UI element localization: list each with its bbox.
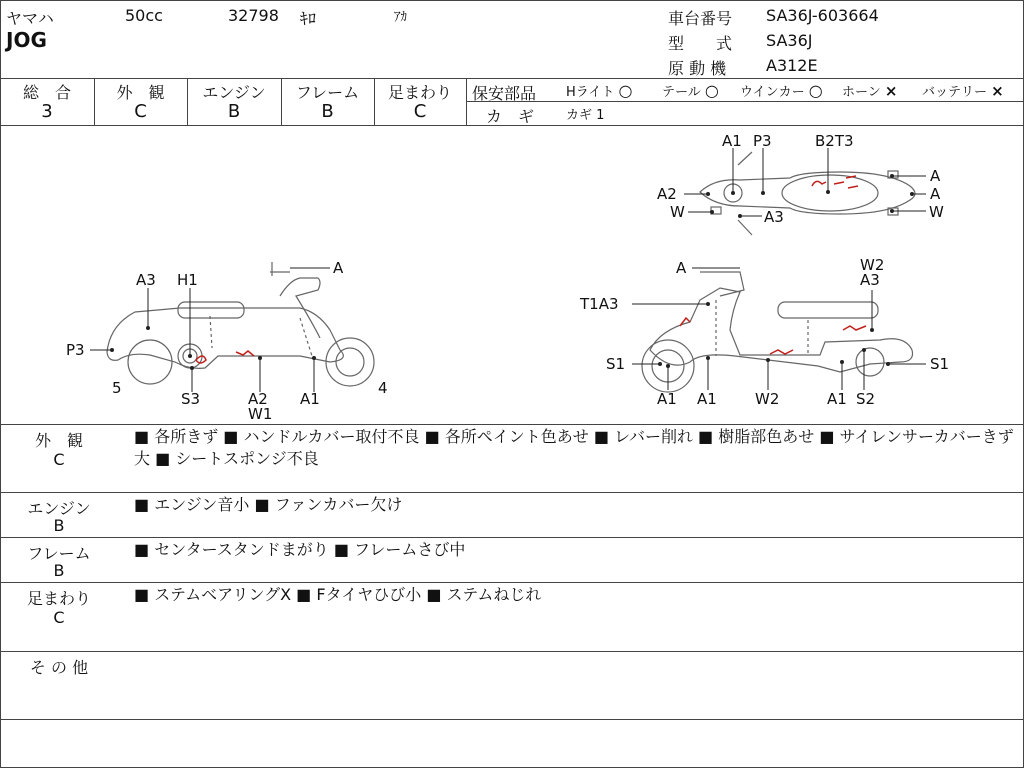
mileage-unit: ｷﾛ (300, 9, 317, 28)
label-left-H1: H1 (177, 271, 198, 289)
grade-label: 足まわり (387, 83, 452, 102)
damage-diagram (0, 126, 1024, 424)
label-right-A1a: A1 (657, 390, 677, 408)
safety-item-horn (842, 81, 897, 100)
label-right-A: A (676, 259, 687, 277)
section-grade: C (53, 450, 65, 469)
label-left-A: A (333, 259, 344, 277)
label-top-W-right: W (929, 203, 944, 221)
label-right-A3: A3 (860, 271, 880, 289)
grade-value: B (321, 101, 334, 122)
label-left-5: 5 (112, 379, 122, 397)
key-value: カギ 1 (566, 108, 605, 123)
safety-item-name: Hライト (566, 85, 615, 100)
safety-item-mark: ○ (808, 81, 823, 100)
label-left-S3: S3 (181, 390, 201, 408)
label-top-B2T3: B2T3 (815, 132, 854, 150)
safety-item-name: テール (662, 85, 701, 100)
safety-item-name: バッテリー (922, 85, 988, 100)
grade-label: フレーム (295, 83, 360, 102)
section-label: 外 観 (34, 431, 83, 450)
section-text: ■ ステムベアリングX ■ Fタイヤひび小 ■ ステムねじれ (134, 585, 542, 604)
label-top-A3: A3 (764, 208, 784, 226)
label-left-A2: A2 (248, 390, 268, 408)
frame-number: SA36J-603664 (766, 6, 879, 25)
mileage: 32798 (228, 6, 279, 25)
label-right-W2b: W2 (755, 390, 780, 408)
grade-value: B (227, 101, 241, 122)
grade-value: C (134, 101, 147, 122)
section-label: 足まわり (26, 589, 91, 608)
safety-label: 保安部品 (472, 84, 537, 103)
section-label: フレーム (27, 544, 91, 563)
grade-label: エンジン (202, 83, 266, 102)
label-left-A1: A1 (300, 390, 320, 408)
section-grade: B (53, 561, 65, 580)
maker: ヤマハ (6, 9, 54, 28)
safety-item-mark: × (884, 82, 898, 100)
grade-value: 3 (41, 101, 53, 122)
safety-item-name: ホーン (842, 85, 881, 100)
safety-item-mark: × (991, 82, 1004, 100)
label-left-P3: P3 (66, 341, 85, 359)
label-right-A1b: A1 (697, 390, 717, 408)
label-right-W2: W2 (860, 256, 885, 274)
engine-value: A312E (766, 56, 818, 75)
section-text: ■ 各所きず ■ ハンドルカバー取付不良 ■ 各所ペイント色あせ ■ レバー削れ ■ 樹脂部色あせ ■ サイレンサーカバーきず大 ■ シートスポンジ不良 (134, 427, 1014, 468)
label-top-W: W (670, 203, 685, 221)
safety-item-tail (662, 81, 719, 100)
model-name: JOG (6, 28, 47, 52)
section-grade: C (53, 608, 65, 627)
safety-item-battery (922, 81, 1004, 100)
label-left-W1: W1 (248, 405, 273, 423)
label-right-S2: S2 (856, 390, 876, 408)
frame-number-label: 車台番号 (668, 9, 733, 28)
engine-label: 原 動 機 (668, 59, 727, 78)
section-text: ■ センタースタンドまがり ■ フレームさび中 (134, 540, 466, 559)
displacement: 50cc (125, 6, 163, 25)
label-top-A2: A2 (657, 185, 677, 203)
label-right-S1-right: S1 (930, 355, 950, 373)
type-label: 型 式 (668, 34, 733, 53)
label-right-S1-left: S1 (606, 355, 626, 373)
label-right-T1A3: T1A3 (580, 295, 619, 313)
label-top-A-right2: A (930, 185, 941, 203)
label-left-4: 4 (378, 379, 388, 397)
safety-item-name: ウインカー (740, 85, 805, 100)
safety-item-mark: ○ (704, 81, 719, 100)
label-left-A3: A3 (136, 271, 156, 289)
label-top-A1: A1 (722, 132, 742, 150)
section-label: そ の 他 (29, 658, 89, 677)
safety-item-headlight (566, 81, 633, 100)
grade-label: 総 合 (22, 83, 71, 102)
section-text: ■ エンジン音小 ■ ファンカバー欠け (134, 495, 403, 514)
type-value: SA36J (766, 31, 813, 50)
label-top-A-right1: A (930, 167, 941, 185)
label-right-A1c: A1 (827, 390, 847, 408)
key-label: カ ギ (486, 107, 535, 126)
label-top-P3: P3 (753, 132, 772, 150)
grade-label: 外 観 (116, 83, 165, 102)
color: ｱｶ (394, 10, 407, 25)
grade-value: C (413, 101, 427, 122)
safety-item-winker (740, 81, 823, 100)
section-grade: B (53, 516, 65, 535)
section-label: エンジン (27, 499, 91, 518)
safety-item-mark: ○ (618, 81, 633, 100)
